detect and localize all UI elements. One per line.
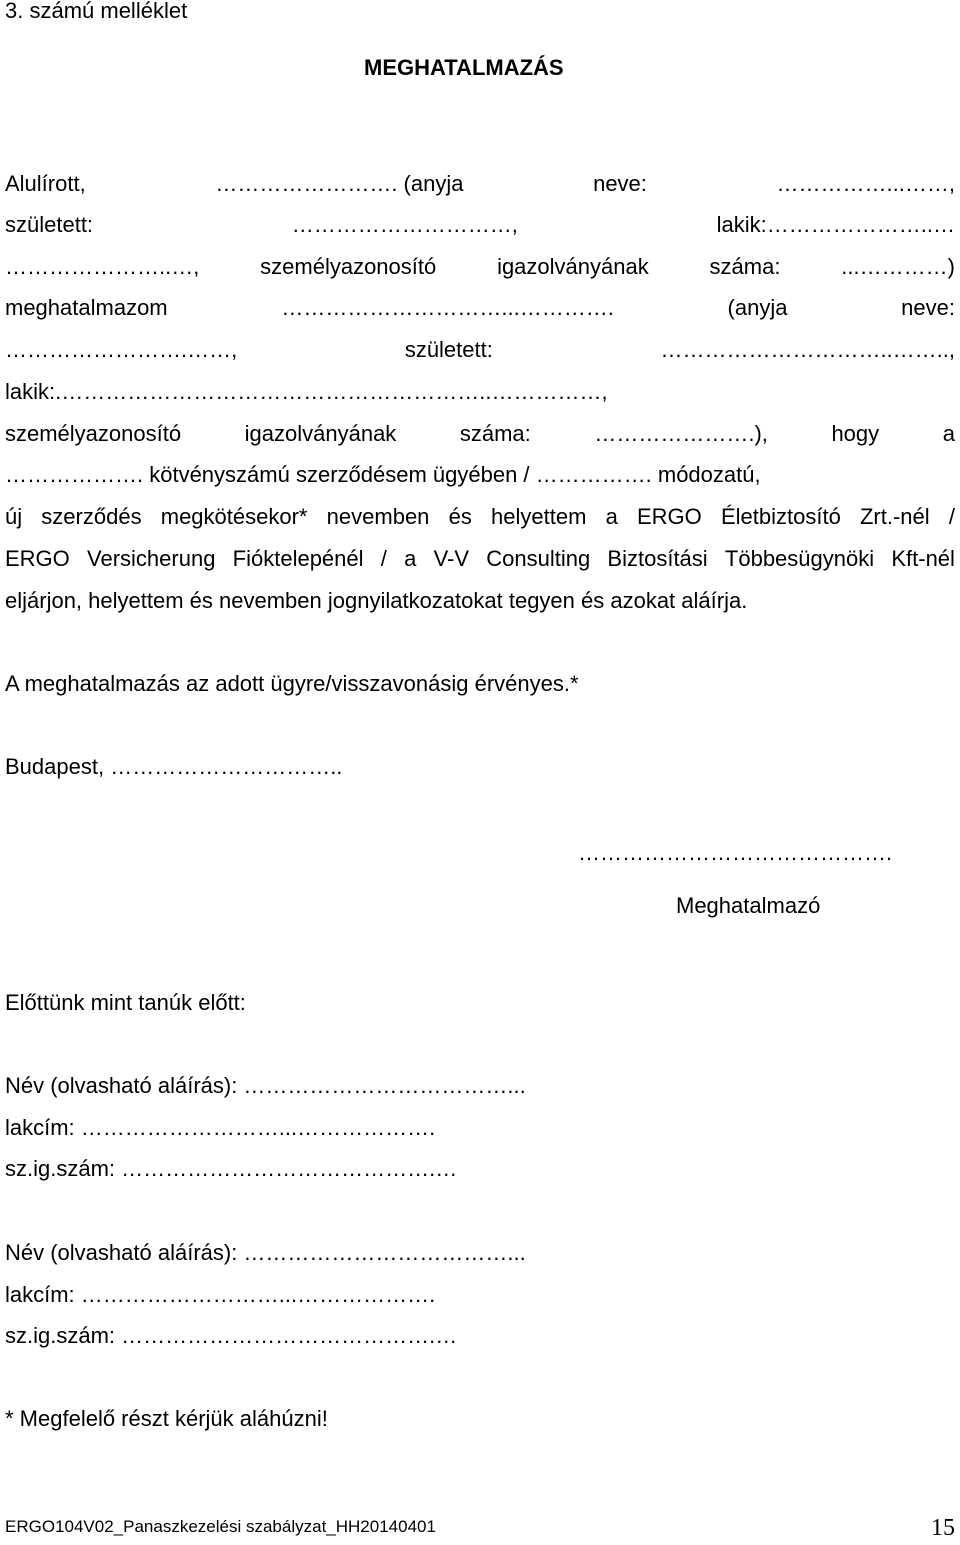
witness-name-line: Név (olvasható aláírás): ………………………………... (5, 1073, 526, 1098)
body-line-2: született: …………………………, lakik:…………………..… (5, 212, 955, 237)
witness-address-line: lakcím: ………………………...………………. (5, 1282, 436, 1307)
footnote: * Megfelelő részt kérjük aláhúzni! (5, 1406, 328, 1431)
witness-id-line: sz.ig.szám: …………………………………….… (5, 1323, 458, 1348)
page-number: 15 (931, 1515, 955, 1541)
footer-document-code: ERGO104V02_Panaszkezelési szabályzat_HH20140401 (5, 1517, 436, 1536)
body-line-9: új szerződés megkötésekor* nevemben és helyettem a ERGO Életbiztosító Zrt.-nél / (5, 504, 955, 529)
witness-address-line: lakcím: ………………………...………………. (5, 1115, 436, 1140)
body-line-10: ERGO Versicherung Fióktelepénél / a V-V Consulting Biztosítási Többesügynöki Kft-nél (5, 546, 955, 571)
body-line-6: lakik:.…………………………………………………..……………, (5, 379, 608, 404)
witness-id-line: sz.ig.szám: …………………………………….… (5, 1156, 458, 1181)
body-line-4: meghatalmazom …………………………...…………. (anyja neve: (5, 295, 955, 320)
validity-statement: A meghatalmazás az adott ügyre/visszavonásig érvényes.* (5, 671, 579, 696)
signature-line: ……………………………………. (578, 840, 893, 865)
body-line-1: Alulírott, ……………………. (anyja neve: ……………...……, (5, 171, 955, 196)
body-line-3: …………………..…, személyazonosító igazolványának száma: ...…………) (5, 254, 955, 279)
witness-name-line: Név (olvasható aláírás): ………………………………... (5, 1240, 526, 1265)
body-line-7: személyazonosító igazolványának száma: ………………….), hogy a (5, 421, 955, 446)
body-line-8: ………………. kötvényszámú szerződésem ügyében / ……………. módozatú, (5, 462, 761, 487)
body-line-5: …………………….……, született: …………………………..…….., (5, 337, 955, 362)
witness-heading: Előttünk mint tanúk előtt: (5, 990, 246, 1015)
body-line-11: eljárjon, helyettem és nevemben jognyilatkozatokat tegyen és azokat aláírja. (5, 588, 748, 613)
annex-label: 3. számú melléklet (5, 0, 188, 23)
place-date-line: Budapest, ………………………….. (5, 754, 343, 779)
signature-label: Meghatalmazó (676, 893, 821, 918)
